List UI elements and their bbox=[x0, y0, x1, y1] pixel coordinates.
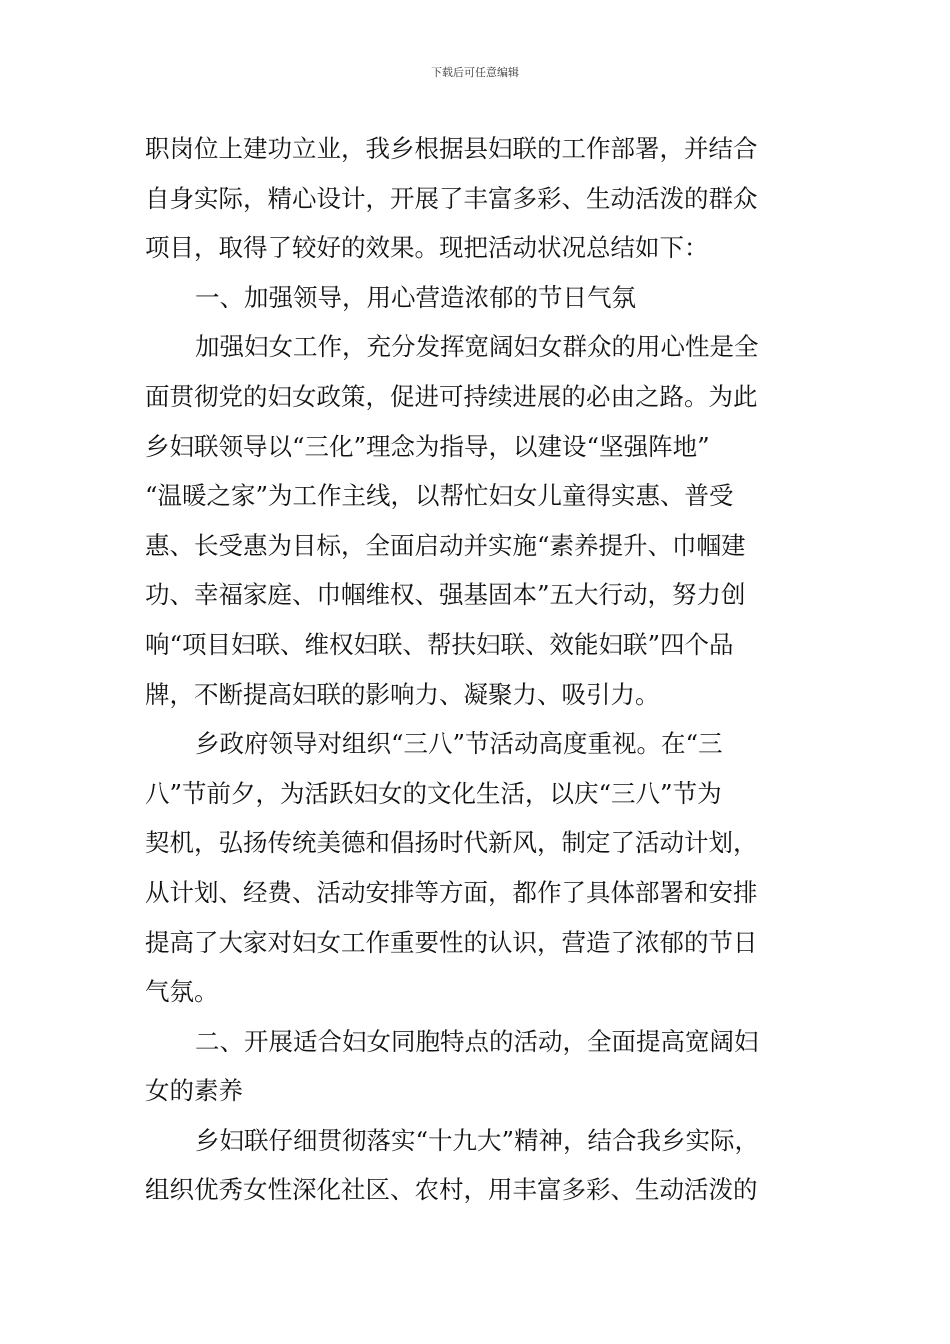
text-line: 功、幸福家庭、巾帼维权、强基固本”五大行动，努力创 bbox=[145, 580, 746, 610]
section-heading: 二、开展适合妇女同胞特点的活动，全面提高宽阔妇 bbox=[195, 1026, 759, 1056]
text-line: 乡妇联仔细贯彻落实“十九大”精神，结合我乡实际， bbox=[195, 1125, 760, 1155]
text-line: 提高了大家对妇女工作重要性的认识，营造了浓郁的节日 bbox=[145, 927, 758, 957]
text-line: 气氛。 bbox=[145, 977, 219, 1007]
text-line: 乡政府领导对组织“三八”节活动高度重视。在“三 bbox=[195, 729, 723, 759]
text-line: “温暖之家”为工作主线，以帮忙妇女儿童得实惠、普受 bbox=[145, 481, 734, 511]
text-line: 惠、长受惠为目标，全面启动并实施“素养提升、巾帼建 bbox=[145, 530, 746, 560]
section-heading: 一、加强领导，用心营造浓郁的节日气氛 bbox=[195, 282, 636, 312]
text-line: 职岗位上建功立业，我乡根据县妇联的工作部署，并结合 bbox=[145, 134, 758, 163]
text-line: 项目，取得了较好的效果。现把活动状况总结如下： bbox=[145, 233, 709, 263]
text-line: 响“项目妇联、维权妇联、帮扶妇联、效能妇联”四个品 bbox=[145, 629, 734, 659]
text-line: 组织优秀女性深化社区、农村，用丰富多彩、生动活泼的 bbox=[145, 1175, 758, 1205]
document-body bbox=[145, 124, 805, 1215]
text-line: 从计划、经费、活动安排等方面，都作了具体部署和安排 bbox=[145, 877, 758, 907]
page-header: 下载后可任意编辑 bbox=[431, 66, 519, 79]
text-line: 八”节前夕，为活跃妇女的文化生活，以庆“三八”节为 bbox=[145, 778, 722, 808]
text-line: 自身实际，精心设计，开展了丰富多彩、生动活泼的群众 bbox=[145, 183, 758, 213]
text-line: 加强妇女工作，充分发挥宽阔妇女群众的用心性是全 bbox=[195, 332, 759, 362]
text-line: 契机，弘扬传统美德和倡扬时代新风，制定了活动计划， bbox=[145, 828, 758, 858]
text-line: 面贯彻党的妇女政策，促进可持续进展的必由之路。为此 bbox=[145, 381, 758, 411]
text-line: 乡妇联领导以“三化”理念为指导，以建设“坚强阵地” bbox=[145, 431, 710, 461]
text-line: 牌，不断提高妇联的影响力、凝聚力、吸引力。 bbox=[145, 679, 660, 709]
section-heading-continued: 女的素养 bbox=[145, 1076, 243, 1106]
